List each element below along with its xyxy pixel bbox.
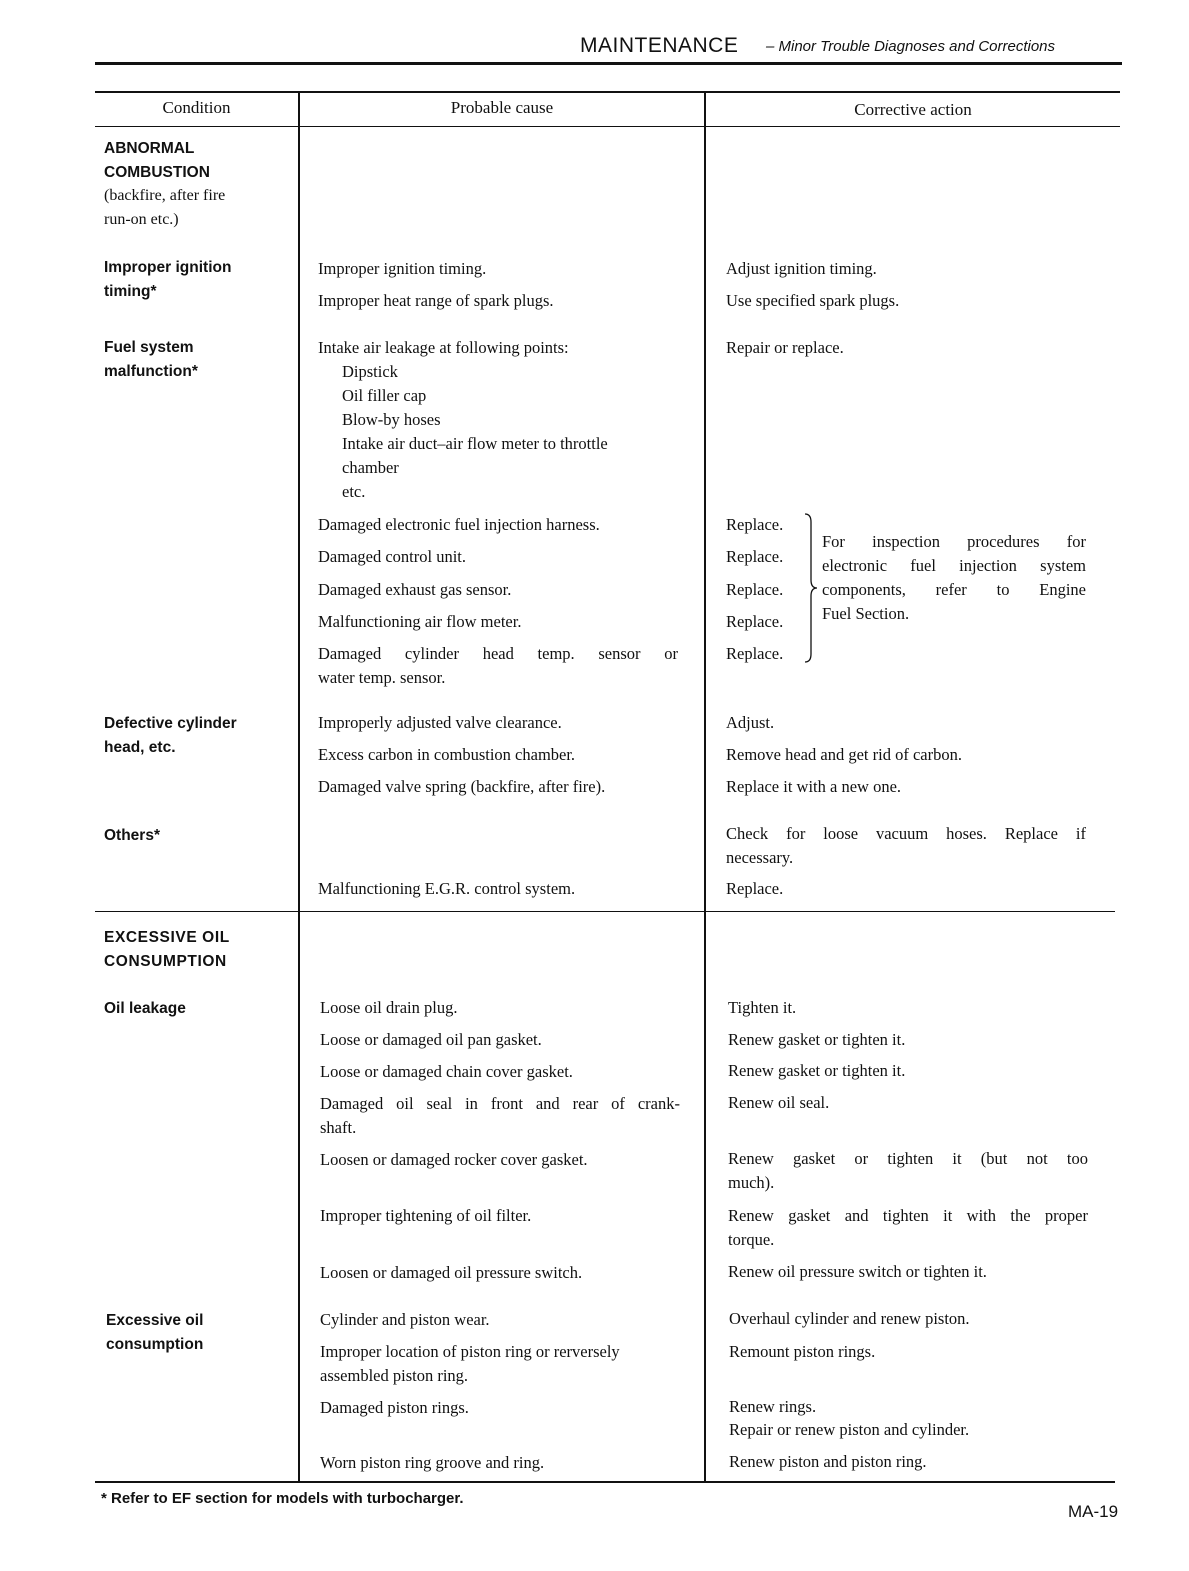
- condition-defective-cylinder-head: Defective cylinder head, etc.: [104, 715, 237, 756]
- action-replace-control-unit: Replace.: [726, 547, 784, 566]
- action-renew-gasket-2: Renew gasket or tighten it.: [728, 1061, 906, 1080]
- footnote: * Refer to EF section for models with turbocharger.: [101, 1490, 464, 1507]
- action-replace-new: Replace it with a new one.: [726, 777, 902, 796]
- action-renew-piston-ring: Renew piston and piston ring.: [729, 1452, 927, 1471]
- cause-spark-plug-heat-range: Improper heat range of spark plugs.: [318, 291, 554, 310]
- cause-egr-control: Malfunctioning E.G.R. control system.: [318, 879, 576, 898]
- cause-damaged-piston-rings: Damaged piston rings.: [320, 1398, 469, 1417]
- action-tighten: Tighten it.: [728, 998, 797, 1017]
- section-divider-rule: [95, 911, 1115, 912]
- condition-excessive-oil-consumption: Excessive oil consumption: [106, 1312, 204, 1353]
- cause-oil-filter: Improper tightening of oil filter.: [320, 1206, 532, 1225]
- section-title-abnormal-combustion: ABNORMAL COMBUSTION: [104, 140, 210, 181]
- action-check-vacuum-hoses: Check for loose vacuum hoses. Replace if: [726, 824, 1086, 843]
- action-renew-gasket-not-too-much-cont: much).: [728, 1173, 775, 1192]
- action-renew-gasket-torque: Renew gasket and tighten it with the proper: [728, 1206, 1088, 1225]
- action-replace-air-flow-meter: Replace.: [726, 612, 784, 631]
- action-replace-exhaust-sensor: Replace.: [726, 580, 784, 599]
- cause-intake-air-leakage: Intake air leakage at following points:: [318, 338, 569, 357]
- section-title-excessive-oil-consumption: EXCESSIVE OIL CONSUMPTION: [104, 929, 230, 970]
- list-item: Oil filler cap: [342, 386, 427, 405]
- condition-others: Others*: [104, 827, 160, 844]
- cause-oil-pan-gasket: Loose or damaged oil pan gasket.: [320, 1030, 542, 1049]
- table-bottom-rule: [95, 1481, 1115, 1483]
- action-renew-rings: Renew rings.: [729, 1397, 817, 1416]
- brace-note-inspection: For inspection procedures for electronic fuel injection system components, refer to Engine Fuel Section.: [822, 532, 1086, 623]
- cause-exhaust-gas-sensor: Damaged exhaust gas sensor.: [318, 580, 512, 599]
- column-header-condition: Condition: [162, 98, 231, 117]
- column-divider-2: [704, 93, 706, 1482]
- action-adjust: Adjust.: [726, 713, 775, 732]
- action-adjust-ignition-timing: Adjust ignition timing.: [726, 259, 877, 278]
- list-item: etc.: [342, 482, 366, 501]
- cause-chain-cover-gasket: Loose or damaged chain cover gasket.: [320, 1062, 573, 1081]
- action-overhaul-cylinder: Overhaul cylinder and renew piston.: [729, 1309, 970, 1328]
- action-remount-rings: Remount piston rings.: [729, 1342, 876, 1361]
- action-repair-piston-cylinder: Repair or renew piston and cylinder.: [729, 1420, 970, 1439]
- header-rule: [95, 62, 1122, 65]
- action-use-specified-plugs: Use specified spark plugs.: [726, 291, 900, 310]
- cause-cylinder-piston-wear: Cylinder and piston wear.: [320, 1310, 490, 1329]
- list-item: chamber: [342, 458, 399, 477]
- action-renew-gasket-torque-cont: torque.: [728, 1230, 775, 1249]
- cause-rocker-cover-gasket: Loosen or damaged rocker cover gasket.: [320, 1150, 588, 1169]
- section-note-abnormal-combustion: (backfire, after fire run-on etc.): [104, 187, 226, 228]
- action-renew-gasket-1: Renew gasket or tighten it.: [728, 1030, 906, 1049]
- leak-point-list: [342, 360, 608, 504]
- condition-oil-leakage: Oil leakage: [104, 1000, 186, 1017]
- action-renew-oil-seal: Renew oil seal.: [728, 1093, 830, 1112]
- cause-crankshaft-oil-seal-cont: shaft.: [320, 1118, 357, 1137]
- page-subtitle: – Minor Trouble Diagnoses and Corrections: [766, 38, 1056, 55]
- cause-air-flow-meter: Malfunctioning air flow meter.: [318, 612, 522, 631]
- cause-worn-ring-groove: Worn piston ring groove and ring.: [320, 1453, 545, 1472]
- column-header-corrective-action: Corrective action: [854, 100, 972, 119]
- action-renew-pressure-switch: Renew oil pressure switch or tighten it.: [728, 1262, 987, 1281]
- cause-control-unit: Damaged control unit.: [318, 547, 467, 566]
- cause-excess-carbon: Excess carbon in combustion chamber.: [318, 745, 576, 764]
- action-replace-harness: Replace.: [726, 515, 784, 534]
- cause-piston-ring-location: Improper location of piston ring or rerversely: [320, 1342, 620, 1361]
- page-title: MAINTENANCE: [580, 34, 739, 57]
- cause-valve-clearance: Improperly adjusted valve clearance.: [318, 713, 562, 732]
- action-check-vacuum-hoses-cont: necessary.: [726, 848, 794, 867]
- action-remove-carbon: Remove head and get rid of carbon.: [726, 745, 962, 764]
- action-replace-temp-sensor: Replace.: [726, 644, 784, 663]
- list-item: Dipstick: [342, 362, 398, 381]
- cause-piston-ring-location-cont: assembled piston ring.: [320, 1366, 469, 1385]
- column-header-probable-cause: Probable cause: [450, 98, 554, 117]
- table-head-rule: [95, 126, 1120, 127]
- cause-efi-harness: Damaged electronic fuel injection harness.: [318, 515, 600, 534]
- cause-cylinder-head-temp-sensor-cont: water temp. sensor.: [318, 668, 446, 687]
- column-divider-1: [298, 93, 300, 1482]
- list-item: Intake air duct–air flow meter to throttle: [342, 434, 608, 453]
- right-brace-icon: [802, 512, 820, 664]
- cause-ignition-timing: Improper ignition timing.: [318, 259, 487, 278]
- action-renew-gasket-not-too-much: Renew gasket or tighten it (but not too: [728, 1149, 1088, 1168]
- action-replace-egr: Replace.: [726, 879, 784, 898]
- condition-improper-ignition-timing: Improper ignition timing*: [104, 259, 232, 300]
- cause-oil-drain-plug: Loose oil drain plug.: [320, 998, 458, 1017]
- table-top-rule: [95, 91, 1120, 93]
- list-item: Blow-by hoses: [342, 410, 441, 429]
- page-number: MA-19: [1068, 1502, 1119, 1521]
- action-repair-or-replace: Repair or replace.: [726, 338, 844, 357]
- cause-valve-spring: Damaged valve spring (backfire, after fire).: [318, 777, 606, 796]
- cause-cylinder-head-temp-sensor: Damaged cylinder head temp. sensor or: [318, 644, 678, 663]
- condition-fuel-system-malfunction: Fuel system malfunction*: [104, 339, 198, 380]
- cause-crankshaft-oil-seal: Damaged oil seal in front and rear of crank-: [320, 1094, 680, 1113]
- cause-oil-pressure-switch: Loosen or damaged oil pressure switch.: [320, 1263, 583, 1282]
